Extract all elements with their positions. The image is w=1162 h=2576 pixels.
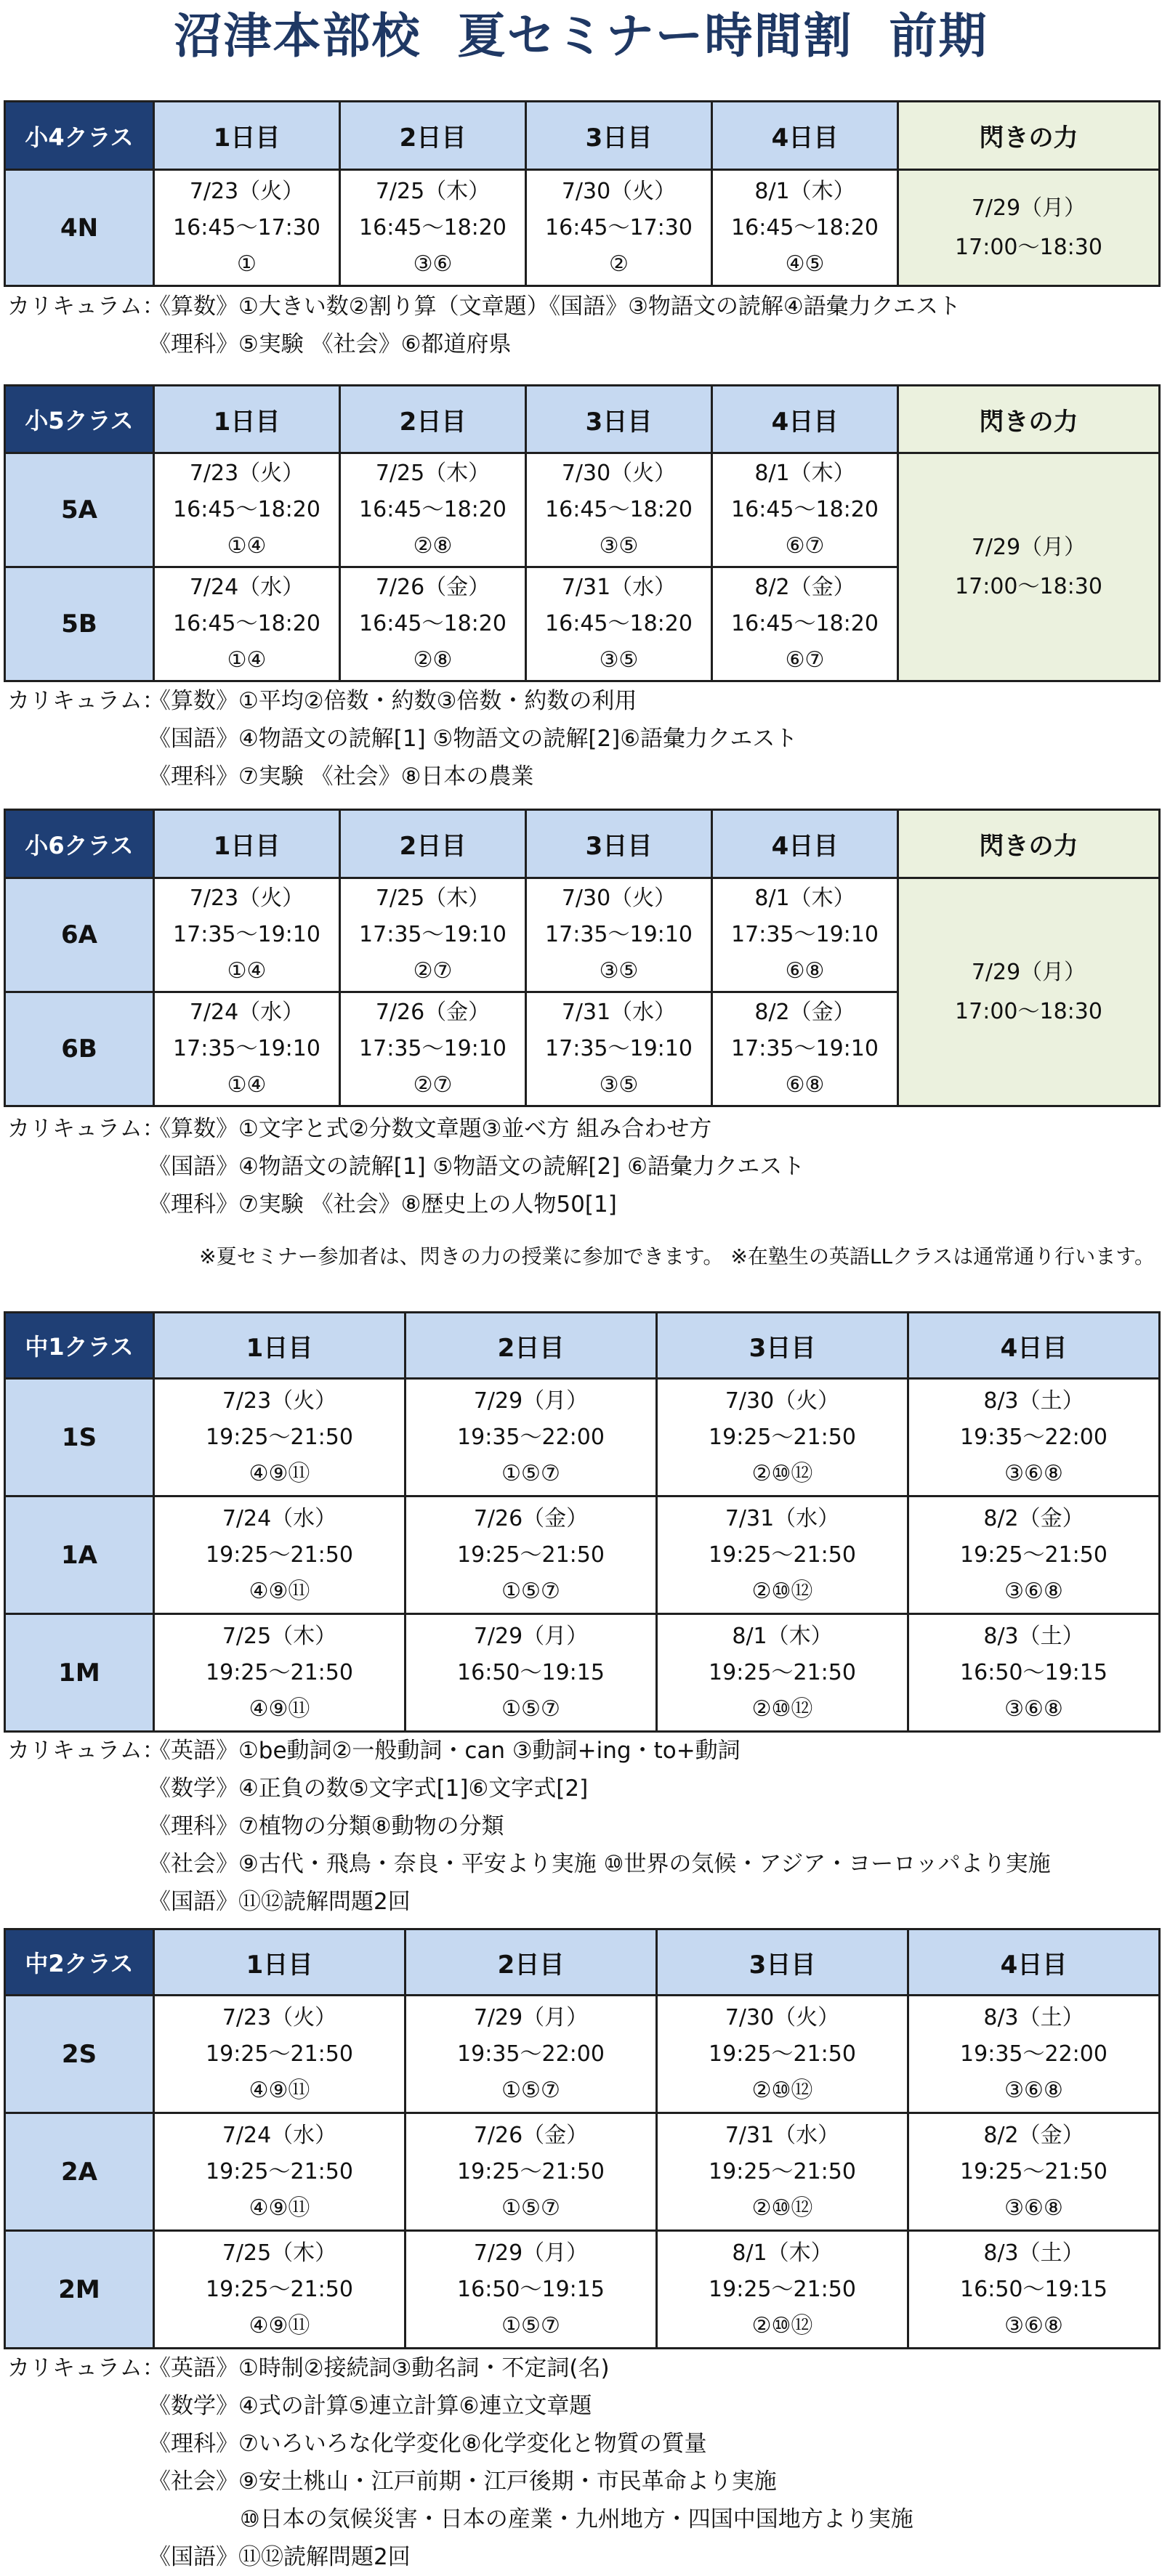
cell-subjects: ④⑨⑪ [249,2077,310,2103]
cell-time: 16:50～19:15 [457,2276,605,2302]
schedule-cell [406,1614,657,1732]
cell-subjects: ②⑩⑫ [751,2312,813,2338]
cell-subjects: ③⑥⑧ [1004,2195,1063,2221]
curriculum-line: 《英語》①be動詞②一般動詞・can ③動詞+ing・to+動詞 [148,1738,741,1764]
cell-date: 7/25（木） [375,886,491,911]
cell-subjects: ③⑤ [599,1072,639,1098]
class-header: 中2クラス [5,1929,154,1996]
page-title [0,1,1162,71]
cell-date: 7/23（火） [189,461,304,486]
cell-date: 7/30（火） [561,461,677,486]
cell-date: 7/31（水） [725,2122,840,2148]
schedule-cell [908,1379,1160,1496]
schedule-cell [657,1614,908,1732]
cell-time: 17:35～19:10 [173,922,320,947]
schedule-cell [657,1496,908,1614]
cell-time: 19:25～21:50 [709,1659,856,1685]
day-header: 1日目 [154,1313,406,1379]
cell-time: 19:25～21:50 [206,1659,353,1685]
cell-date: 7/24（水） [222,2122,337,2148]
cell-subjects: ①⑤⑦ [501,2195,560,2221]
curriculum-e4 [7,288,961,363]
cell-subjects: ④⑨⑪ [249,2195,310,2221]
schedule-cell [154,2113,406,2231]
cell-time: 17:35～19:10 [359,1036,507,1061]
day-header: 1日目 [154,1929,406,1996]
class-header: 小6クラス [5,810,154,878]
cell-subjects: ③⑥⑧ [1004,1460,1063,1486]
schedule-cell [406,2113,657,2231]
schedule-cell [908,2113,1160,2231]
flash-cell [898,453,1160,681]
cell-time: 17:35～19:10 [359,922,507,947]
cell-time: 19:25～21:50 [709,2276,856,2302]
cell-subjects: ③⑤ [599,533,639,559]
cell-time: 19:25～21:50 [457,2158,605,2184]
cell-date: 8/1（木） [732,2240,833,2266]
title-campus: 沼津本部校 [174,8,421,64]
day-header: 4日目 [712,102,898,170]
cell-date: 8/3（土） [983,2240,1084,2266]
cell-subjects: ③⑤ [599,647,639,673]
class-name: 6B [5,992,154,1106]
curriculum-line: 《社会》⑨古代・飛鳥・奈良・平安より実施 ⑩世界の気候・アジア・ヨーロッパより実施 [148,1851,1051,1877]
schedule-cell [406,1996,657,2113]
schedule-cell [657,2113,908,2231]
cell-date: 7/23（火） [222,2004,337,2030]
schedule-cell [712,567,898,681]
day-header: 1日目 [154,810,340,878]
curriculum-line: 《数学》④正負の数⑤文字式[1]⑥文字式[2] [148,1775,589,1802]
flash-time: 17:00～18:30 [955,234,1102,260]
flash-header: 閃きの力 [898,102,1160,170]
cell-time: 19:25～21:50 [709,1424,856,1450]
schedule-table-m1 [4,1311,1161,1733]
cell-time: 16:45～18:20 [545,497,693,522]
cell-time: 17:35～19:10 [545,1036,693,1061]
day-header: 2日目 [340,386,526,453]
schedule-cell [154,1996,406,2113]
day-header: 2日目 [406,1929,657,1996]
curriculum-line: ⑩日本の気候災害・日本の産業・九州地方・四国中国地方より実施 [240,2506,913,2532]
class-name: 2M [5,2231,154,2349]
schedule-cell [526,992,712,1106]
schedule-cell [154,170,340,286]
schedule-cell [712,170,898,286]
cell-time: 17:35～19:10 [731,922,879,947]
cell-time: 16:50～19:15 [960,2276,1107,2302]
cell-time: 17:35～19:10 [545,922,693,947]
cell-time: 16:45～18:20 [173,497,320,522]
cell-subjects: ②⑦ [413,1072,453,1098]
day-header: 3日目 [526,386,712,453]
cell-date: 7/25（木） [375,461,491,486]
schedule-cell [908,1496,1160,1614]
curriculum-line: 《国語》⑪⑫読解問題2回 [148,2544,411,2570]
cell-date: 7/30（火） [561,886,677,911]
schedule-cell [526,878,712,992]
cell-subjects: ①⑤⑦ [501,1460,560,1486]
cell-time: 16:50～19:15 [457,1659,605,1685]
class-name: 2A [5,2113,154,2231]
day-header: 4日目 [908,1929,1160,1996]
schedule-cell [712,992,898,1106]
title-term: 前期 [889,8,988,64]
schedule-cell [406,1379,657,1496]
flash-header: 閃きの力 [898,810,1160,878]
flash-cell [898,878,1160,1106]
schedule-cell [154,2231,406,2349]
flash-header: 閃きの力 [898,386,1160,453]
cell-time: 19:25～21:50 [206,2158,353,2184]
curriculum-line: 《算数》①平均②倍数・約数③倍数・約数の利用 [148,688,637,714]
cell-time: 17:35～19:10 [173,1036,320,1061]
cell-date: 8/2（金） [983,1505,1084,1531]
class-name: 6A [5,878,154,992]
cell-time: 19:35～22:00 [960,1424,1107,1450]
cell-date: 8/1（木） [754,178,855,204]
cell-subjects: ②⑩⑫ [751,2077,813,2103]
cell-subjects: ④⑨⑪ [249,2312,310,2338]
cell-subjects: ②⑩⑫ [751,1460,813,1486]
class-name: 1A [5,1496,154,1614]
schedule-cell [406,1496,657,1614]
curriculum-line: 《理科》⑦実験 《社会》⑧日本の農業 [148,764,534,790]
cell-date: 7/29（月） [473,1623,589,1649]
cell-time: 19:25～21:50 [709,2158,856,2184]
cell-subjects: ③⑥⑧ [1004,2077,1063,2103]
cell-subjects: ③⑥ [413,251,453,277]
cell-time: 19:25～21:50 [206,1424,353,1450]
cell-time: 19:35～22:00 [457,2041,605,2067]
curriculum-line: 《国語》④物語文の読解[1] ⑤物語文の読解[2] ⑥語彙力クエスト [148,1154,805,1180]
cell-date: 7/31（水） [561,1000,677,1025]
day-header: 2日目 [340,102,526,170]
cell-time: 19:25～21:50 [960,2158,1107,2184]
schedule-cell [340,992,526,1106]
cell-time: 16:50～19:15 [960,1659,1107,1685]
curriculum-line: 《国語》⑪⑫読解問題2回 [148,1889,411,1915]
cell-time: 19:25～21:50 [206,2041,353,2067]
schedule-cell [406,2231,657,2349]
cell-subjects: ⑥⑧ [785,1072,825,1098]
curriculum-label: カリキュラム： [7,1738,165,1764]
curriculum-line: 《理科》⑦植物の分類⑧動物の分類 [148,1813,504,1839]
day-header: 1日目 [154,102,340,170]
flash-cell [898,170,1160,286]
cell-time: 19:25～21:50 [960,1542,1107,1568]
class-name: 5B [5,567,154,681]
curriculum-label: カリキュラム： [7,1116,165,1142]
cell-date: 7/26（金） [473,2122,589,2148]
cell-date: 7/31（水） [561,575,677,600]
schedule-table-e4 [4,100,1161,287]
cell-time: 16:45～18:20 [173,611,320,636]
cell-subjects: ④⑨⑪ [249,1578,310,1604]
cell-subjects: ①⑤⑦ [501,2077,560,2103]
cell-date: 8/1（木） [754,461,855,486]
cell-subjects: ①④ [227,533,267,559]
schedule-cell [908,1614,1160,1732]
schedule-cell [154,1379,406,1496]
day-header: 3日目 [657,1313,908,1379]
class-name: 1M [5,1614,154,1732]
day-header: 3日目 [657,1929,908,1996]
class-header: 中1クラス [5,1313,154,1379]
cell-subjects: ① [237,251,257,277]
cell-time: 16:45～18:20 [359,611,507,636]
cell-subjects: ③⑤ [599,958,639,984]
cell-subjects: ①⑤⑦ [501,1696,560,1722]
curriculum-line: 《算数》①大きい数②割り算（文章題）《国語》③物語文の読解④語彙力クエスト [148,293,961,320]
cell-subjects: ④⑨⑪ [249,1696,310,1722]
schedule-cell [657,1379,908,1496]
cell-time: 16:45～17:30 [173,214,320,240]
schedule-cell [526,453,712,567]
cell-subjects: ①⑤⑦ [501,1578,560,1604]
cell-subjects: ⑥⑧ [785,958,825,984]
schedule-cell [154,1496,406,1614]
cell-date: 7/30（火） [725,2004,840,2030]
cell-subjects: ⑥⑦ [785,647,825,673]
cell-subjects: ⑥⑦ [785,533,825,559]
cell-subjects: ③⑥⑧ [1004,1696,1063,1722]
schedule-cell [908,1996,1160,2113]
curriculum-line: 《理科》⑤実験 《社会》⑥都道府県 [148,331,512,357]
schedule-cell [712,878,898,992]
cell-date: 8/2（金） [983,2122,1084,2148]
cell-date: 7/25（木） [222,1623,337,1649]
schedule-cell [154,878,340,992]
cell-time: 16:45～18:20 [731,611,879,636]
class-name: 4N [5,170,154,286]
class-header: 小5クラス [5,386,154,453]
schedule-cell [340,878,526,992]
schedule-cell [340,453,526,567]
cell-time: 17:35～19:10 [731,1036,879,1061]
cell-time: 16:45～18:20 [545,611,693,636]
curriculum-label: カリキュラム： [7,2355,165,2381]
cell-time: 16:45～17:30 [545,214,693,240]
cell-subjects: ④⑨⑪ [249,1460,310,1486]
cell-date: 7/26（金） [473,1505,589,1531]
curriculum-line: 《国語》④物語文の読解[1] ⑤物語文の読解[2]⑥語彙力クエスト [148,726,798,752]
title-name: 夏セミナー時間割 [457,8,853,64]
day-header: 3日目 [526,810,712,878]
cell-subjects: ①④ [227,647,267,673]
flash-time: 17:00～18:30 [955,573,1102,599]
cell-date: 7/26（金） [375,1000,491,1025]
cell-subjects: ①④ [227,1072,267,1098]
cell-subjects: ①④ [227,958,267,984]
curriculum-m2 [7,2349,913,2576]
cell-subjects: ②⑩⑫ [751,1696,813,1722]
schedule-cell [340,567,526,681]
schedule-table-m2 [4,1928,1161,2349]
class-name: 2S [5,1996,154,2113]
curriculum-line: 《社会》⑨安土桃山・江戸前期・江戸後期・市民革命より実施 [148,2468,777,2495]
schedule-cell [908,2231,1160,2349]
flash-time: 17:00～18:30 [955,998,1102,1024]
schedule-table-e6 [4,809,1161,1107]
cell-subjects: ② [609,251,629,277]
cell-subjects: ②⑦ [413,958,453,984]
note-flash: ※夏セミナー参加者は、閃きの力の授業に参加できます。 [199,1244,724,1268]
schedule-cell [712,453,898,567]
class-header: 小4クラス [5,102,154,170]
curriculum-m1 [7,1732,1051,1921]
class-name: 1S [5,1379,154,1496]
cell-time: 19:25～21:50 [206,1542,353,1568]
curriculum-e5 [7,682,797,795]
cell-time: 16:45～18:20 [731,497,879,522]
cell-subjects: ②⑩⑫ [751,1578,813,1604]
cell-date: 8/1（木） [732,1623,833,1649]
participation-note [0,1239,1162,1275]
schedule-cell [154,992,340,1106]
cell-date: 8/1（木） [754,886,855,911]
cell-date: 7/23（火） [189,886,304,911]
cell-time: 16:45～18:20 [359,497,507,522]
curriculum-label: カリキュラム： [7,688,165,714]
cell-subjects: ④⑤ [785,251,825,277]
cell-subjects: ③⑥⑧ [1004,1578,1063,1604]
cell-date: 8/2（金） [754,575,855,600]
cell-date: 7/25（木） [222,2240,337,2266]
cell-subjects: ②⑧ [413,647,453,673]
cell-time: 19:25～21:50 [206,2276,353,2302]
cell-time: 16:45～18:20 [731,214,879,240]
cell-date: 8/3（土） [983,1388,1084,1414]
curriculum-line: 《英語》①時制②接続詞③動名詞・不定詞(名) [148,2355,610,2381]
curriculum-e6 [7,1110,804,1223]
schedule-cell [154,453,340,567]
schedule-cell [526,567,712,681]
cell-date: 7/24（水） [189,1000,304,1025]
cell-time: 19:25～21:50 [709,1542,856,1568]
day-header: 1日目 [154,386,340,453]
cell-date: 8/3（土） [983,2004,1084,2030]
cell-date: 7/24（水） [222,1505,337,1531]
cell-date: 7/30（火） [725,1388,840,1414]
cell-subjects: ②⑧ [413,533,453,559]
curriculum-label: カリキュラム： [7,293,165,320]
cell-date: 7/30（火） [561,178,677,204]
cell-time: 19:25～21:50 [709,2041,856,2067]
cell-date: 7/23（火） [189,178,304,204]
cell-time: 19:35～22:00 [457,1424,605,1450]
cell-date: 7/24（水） [189,575,304,600]
flash-date: 7/29（月） [971,534,1086,560]
curriculum-line: 《理科》⑦実験 《社会》⑧歴史上の人物50[1] [148,1191,617,1218]
cell-date: 8/2（金） [754,1000,855,1025]
flash-date: 7/29（月） [971,195,1086,221]
class-name: 5A [5,453,154,567]
day-header: 2日目 [406,1313,657,1379]
day-header: 4日目 [712,810,898,878]
schedule-cell [657,2231,908,2349]
schedule-table-e5 [4,384,1161,682]
curriculum-line: 《理科》⑦いろいろな化学変化⑧化学変化と物質の質量 [148,2431,707,2457]
cell-time: 19:25～21:50 [457,1542,605,1568]
cell-date: 7/23（火） [222,1388,337,1414]
day-header: 2日目 [340,810,526,878]
cell-date: 8/3（土） [983,1623,1084,1649]
cell-time: 16:45～18:20 [359,214,507,240]
cell-date: 7/29（月） [473,2240,589,2266]
schedule-cell [657,1996,908,2113]
curriculum-line: 《算数》①文字と式②分数文章題③並べ方 組み合わせ方 [148,1116,712,1142]
day-header: 3日目 [526,102,712,170]
cell-date: 7/29（月） [473,2004,589,2030]
cell-subjects: ③⑥⑧ [1004,2312,1063,2338]
schedule-cell [154,1614,406,1732]
cell-subjects: ①⑤⑦ [501,2312,560,2338]
cell-date: 7/26（金） [375,575,491,600]
flash-date: 7/29（月） [971,959,1086,985]
cell-date: 7/25（木） [375,178,491,204]
schedule-cell [340,170,526,286]
note-ll: ※在塾生の英語LLクラスは通常通り行います。 [730,1244,1155,1268]
day-header: 4日目 [712,386,898,453]
curriculum-line: 《数学》④式の計算⑤連立計算⑥連立文章題 [148,2393,592,2419]
cell-date: 7/31（水） [725,1505,840,1531]
cell-time: 19:35～22:00 [960,2041,1107,2067]
schedule-cell [154,567,340,681]
day-header: 4日目 [908,1313,1160,1379]
cell-date: 7/29（月） [473,1388,589,1414]
cell-subjects: ②⑩⑫ [751,2195,813,2221]
schedule-cell [526,170,712,286]
